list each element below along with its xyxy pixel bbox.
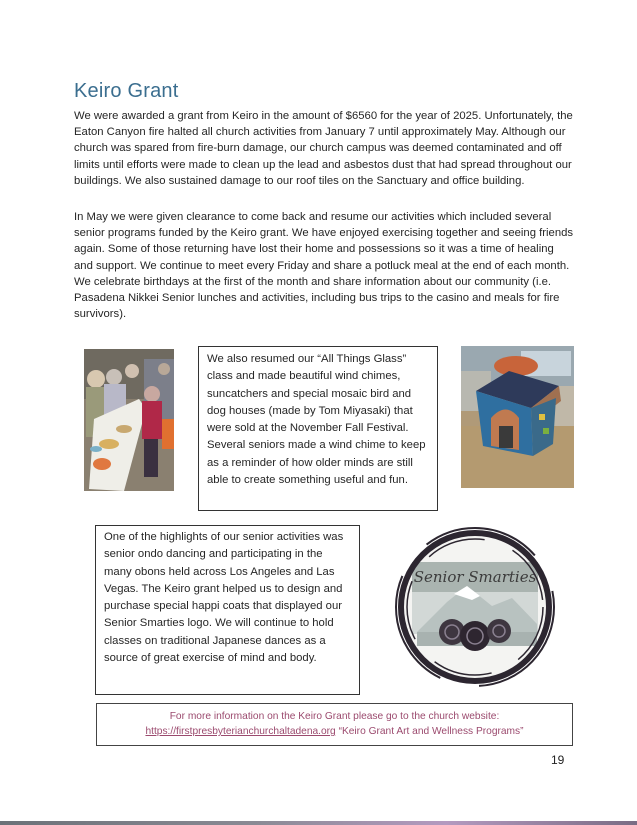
resume-paragraph: In May we were given clearance to come back and resume our activities which included several senior programs funded by the Keiro grant. We have enjoyed exercising together and seeing friends again. Some of those returning have lost their home and possessions so it was a time of healing and support. We continue to meet every Friday and share a potluck meal at the end of each month. We celebrate birthdays at the first of the month and share information about our community (i.e. Pasadena Nikkei Senior lunches and activities, including bus trips to the casino and meals for fire survivors).	[74, 211, 574, 321]
page-title: Keiro Grant	[74, 80, 179, 102]
glass-class-box: We also resumed our “All Things Glass” class and made beautiful wind chimes, suncatchers and special mosaic bird and dog houses (made by Tom Miyasaki) that were sold at the November Fall Festival. Several seniors made a wind chime to keep as a reminder of how older minds are still able to create something useful and fun.	[198, 346, 438, 511]
potluck-photo	[84, 349, 174, 491]
page-number: 19	[551, 753, 565, 767]
program-name: “Keiro Grant Art and Wellness Programs”	[335, 726, 524, 737]
senior-smarties-logo	[392, 524, 558, 690]
mosaic-birdhouse-photo	[461, 346, 574, 488]
logo-text: Senior Smarties	[413, 568, 537, 586]
info-line: For more information on the Keiro Grant please go to the church website:	[169, 711, 500, 722]
intro-paragraph: We were awarded a grant from Keiro in the amount of $6560 for the year of 2025. Unfortunately, the Eaton Canyon fire halted all church activities from January 7 until approximately May. Although our church was spared from fire-burn damage, our church campus was deemed contaminated and off limits until efforts were made to clean up the lead and asbestos dust that had spread throughout our buildings. We also sustained damage to our roof tiles on the Sanctuary and office building.	[74, 110, 573, 187]
info-box	[96, 703, 573, 746]
ondo-dancing-box: One of the highlights of our senior activities was senior ondo dancing and participating in the many obons held across Los Angeles and Las Vegas. The Keiro grant helped us to design and purchase special happi coats that displayed our Senior Smarties logo. We will continue to hold classes on traditional Japanese dances as a source of great exercise of mind and body.	[95, 525, 360, 695]
info-link-line	[97, 724, 572, 739]
church-website-link[interactable]: https://firstpresbyterianchurchaltadena.org	[145, 726, 336, 737]
page-edge	[0, 821, 637, 825]
